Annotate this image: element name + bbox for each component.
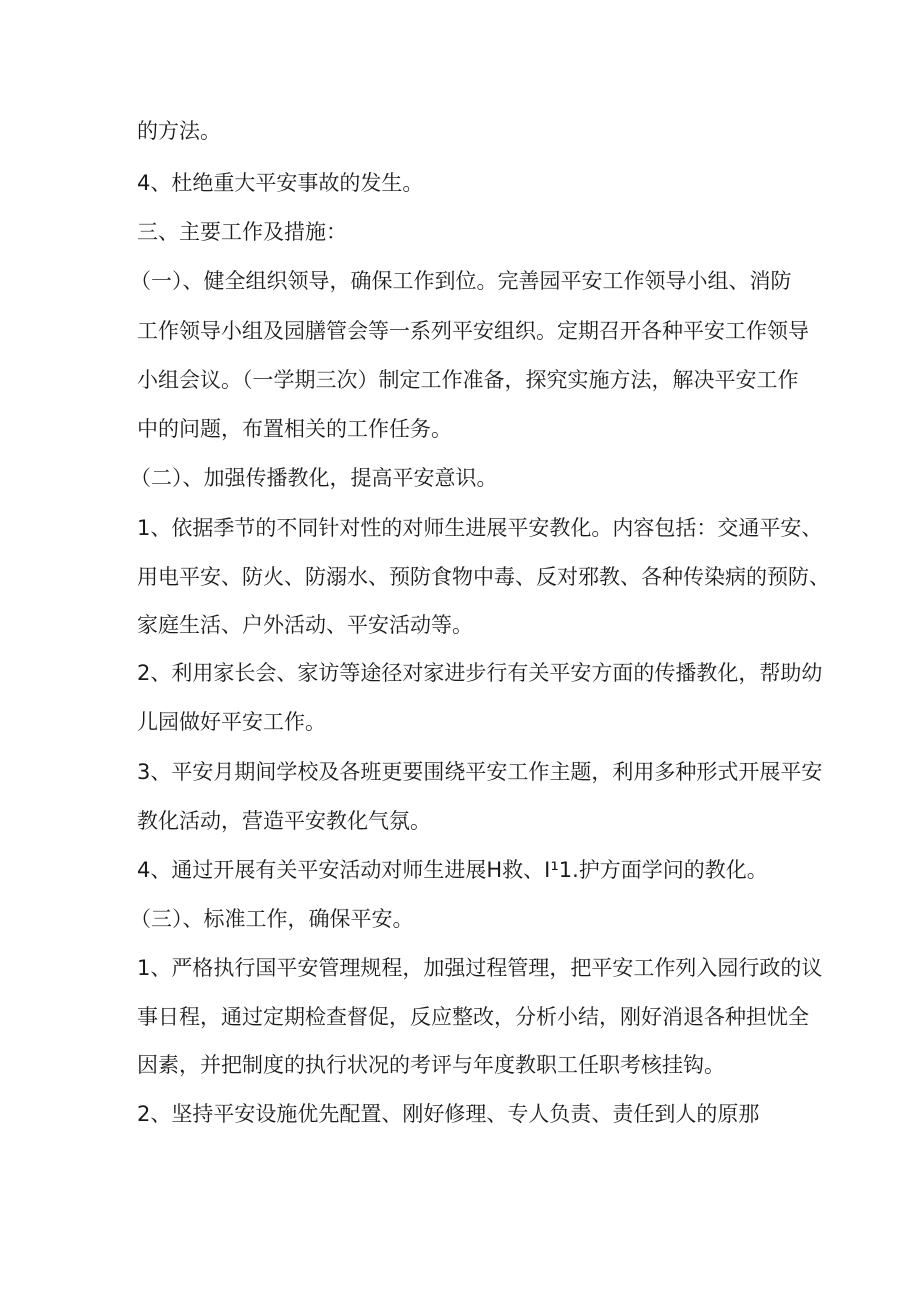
text-line: 1、依据季节的不同针对性的对师生进展平安教化。内容包括：交通平安、 [137,516,823,540]
text-line: 家庭生活、户外活动、平安活动等。 [137,613,473,637]
text-line: 用电平安、防火、防溺水、预防食物中毒、反对邪教、各种传染病的预防、 [137,565,830,589]
subsection-heading: （二）、加强传播教化，提高平安意识。 [130,466,498,490]
text-line: 3、平安月期间学校及各班更要围绕平安工作主题，利用多种形式开展平安 [137,760,823,784]
text-line: 2、利用家长会、家访等途径对家进步行有关平安方面的传播教化，帮助幼 [137,661,823,685]
text-line: 1、严格执行国平安管理规程，加强过程管理，把平安工作列入园行政的议 [137,956,823,980]
section-heading: 三、主要工作及措施： [137,220,347,244]
text-line: 儿园做好平安工作。 [137,710,326,734]
text-line: 小组会议。（一学期三次）制定工作准备，探究实施方法，解决平安工作 [137,368,799,392]
text-line: 事日程，通过定期检查督促，反应整改，分析小结，刚好消退各种担忧全 [137,1005,809,1029]
text-line: 4、杜绝重大平安事故的发生。 [137,171,424,195]
text-line: 因素，并把制度的执行状况的考评与年度教职工任职考核挂钩。 [137,1053,725,1077]
text-line: 4、通过开展有关平安活动对师生进展H救、I¹1.护方面学问的教化。 [137,858,768,882]
subsection-heading: （一）、健全组织领导，确保工作到位。完善园平安工作领导小组、消防 [130,269,792,293]
text-line: 工作领导小组及园膳管会等一系列平安组织。定期召开各种平安工作领导 [137,319,809,343]
text-line: 中的问题，布置相关的工作任务。 [137,417,452,441]
text-line: 的方法。 [137,119,221,143]
text-line: 2、坚持平安设施优先配置、刚好修理、专人负责、责任到人的原那 [137,1102,760,1126]
subsection-heading: （三）、标准工作，确保平安。 [130,907,414,931]
text-line: 教化活动，营造平安教化气氛。 [137,809,431,833]
